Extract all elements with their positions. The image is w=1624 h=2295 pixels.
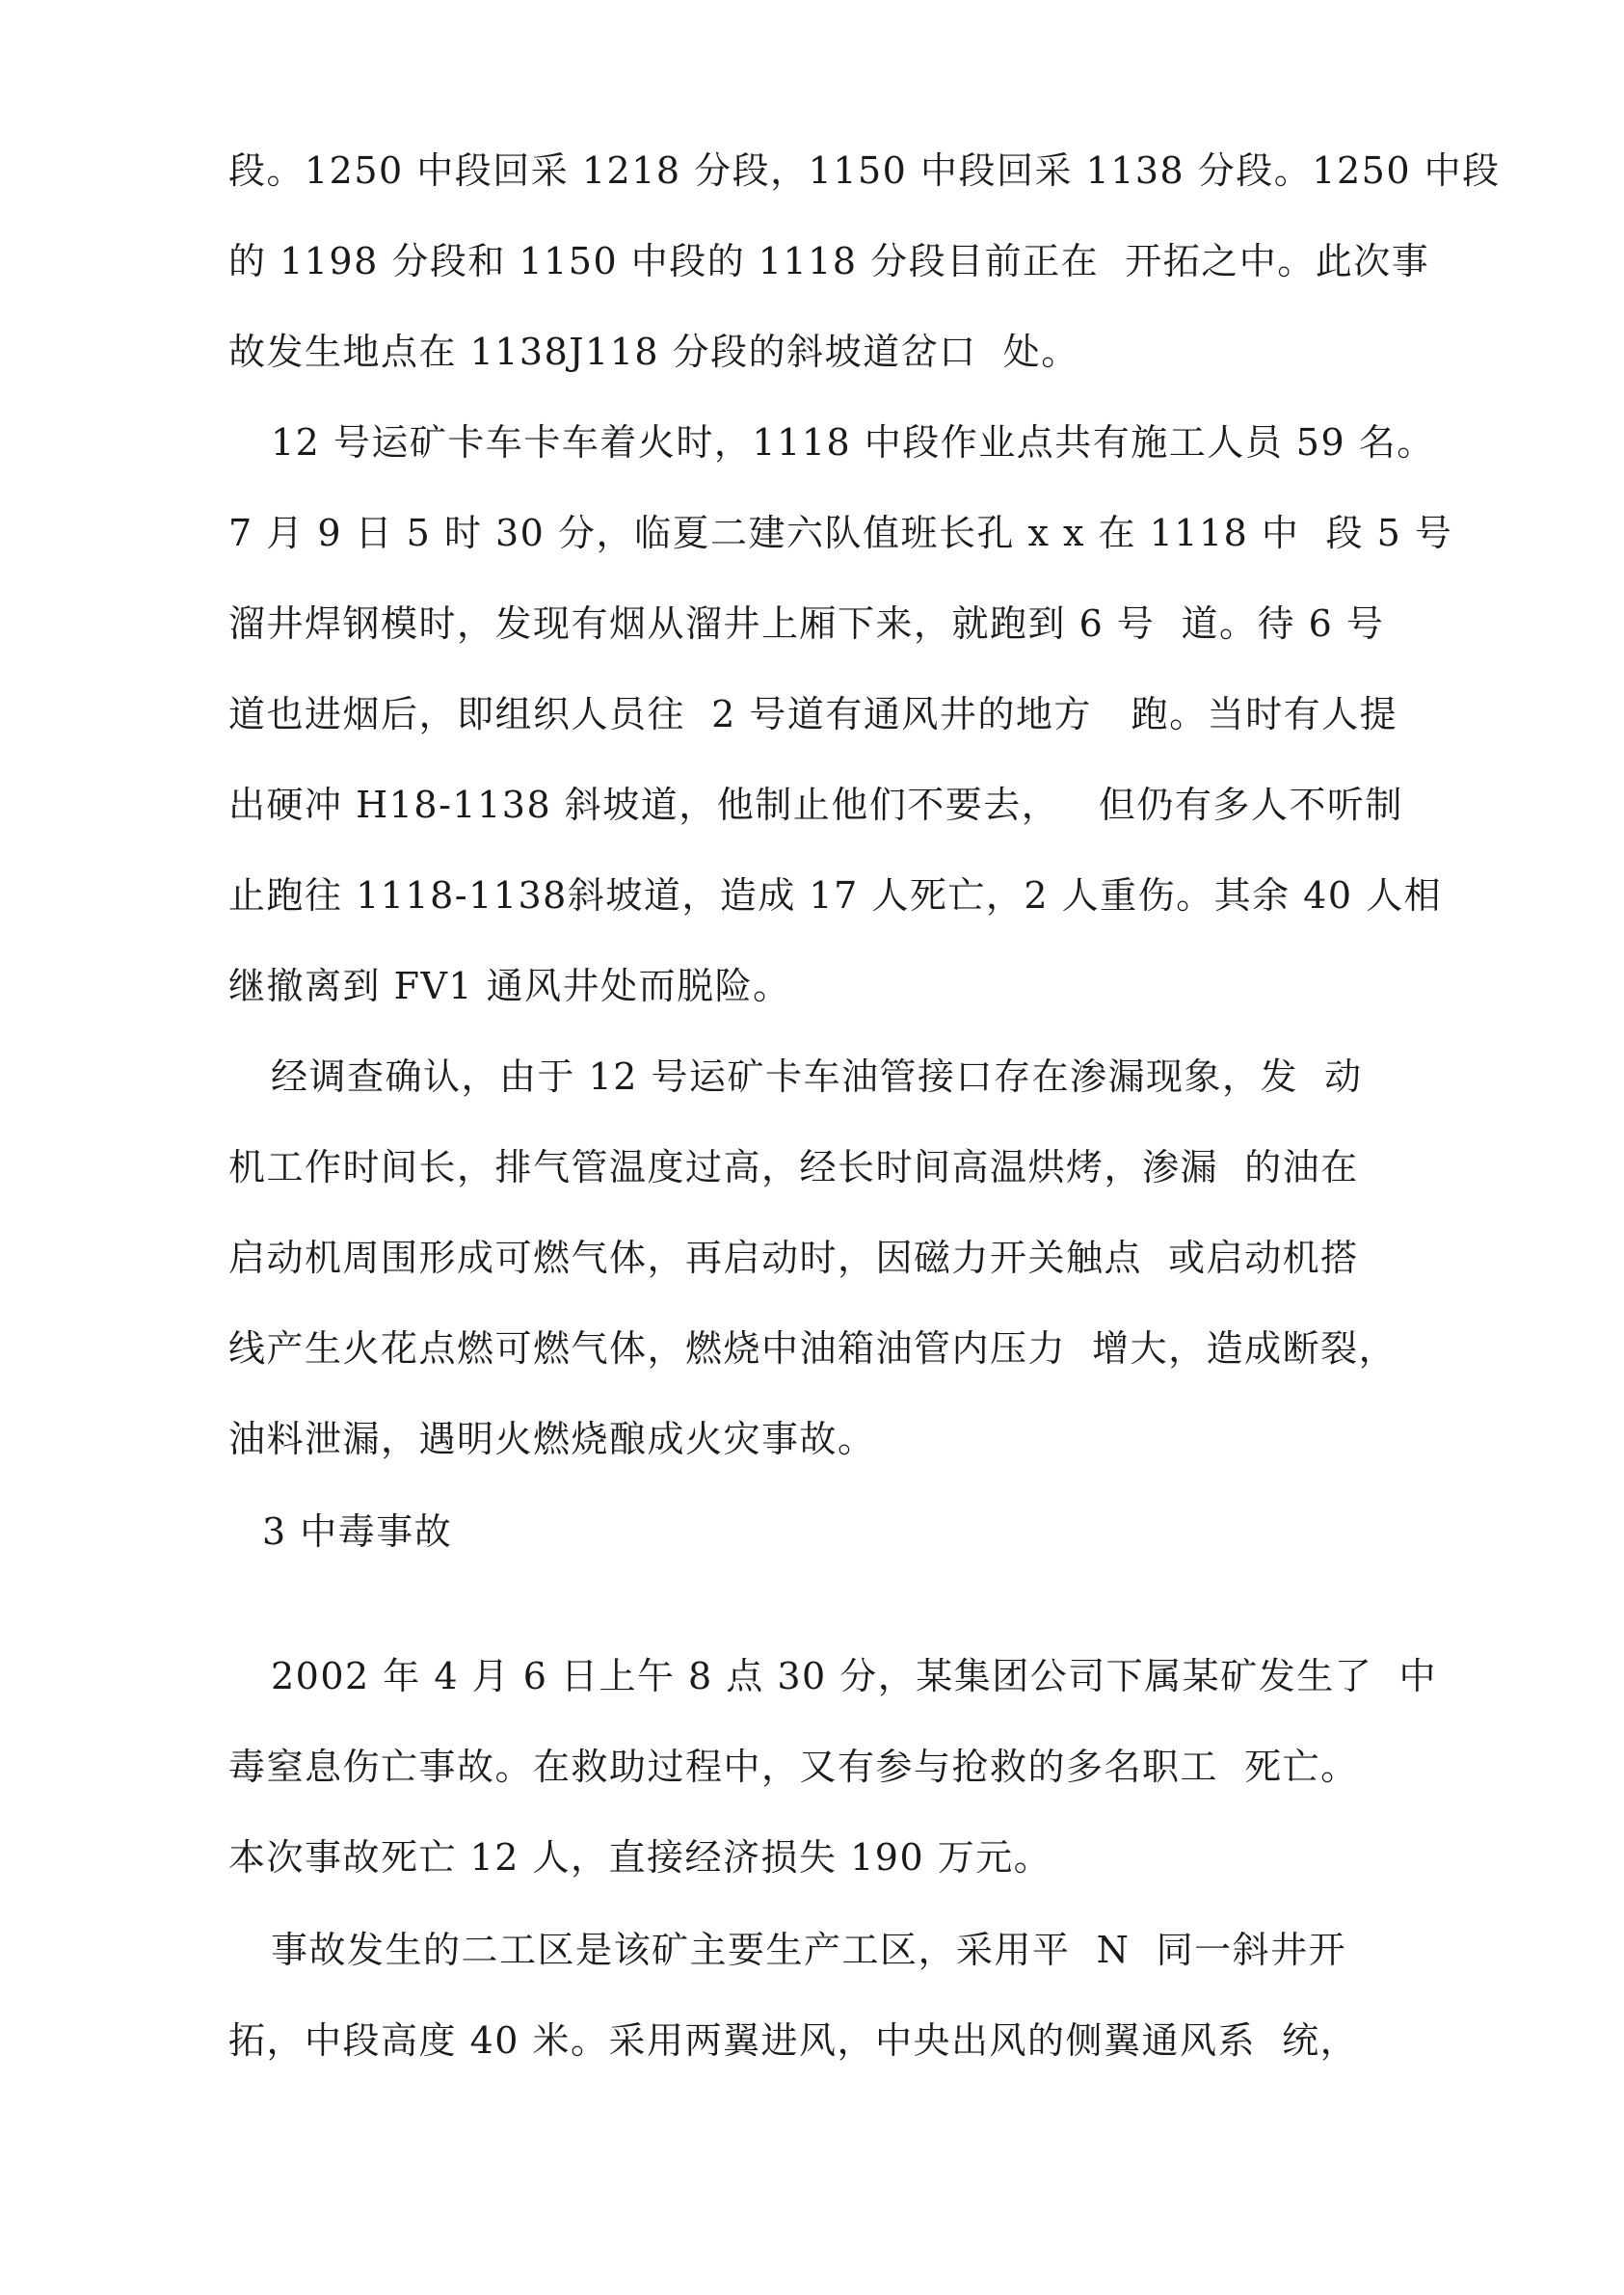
paragraph-1-line-1: 段。1250 中段回采 1218 分段，1150 中段回采 1138 分段。1250 中段 [228,149,1501,192]
paragraph-4-line-3: 本次事故死亡 12 人，直接经济损失 190 万元。 [228,1836,1052,1879]
paragraph-2-line-7: 继撤离到 FV1 通风井处而脱险。 [228,965,791,1007]
paragraph-3-line-5: 油料泄漏，遇明火燃烧酿成火灾事故。 [228,1418,876,1460]
paragraph-3-line-1: 经调查确认，由于 12 号运矿卡车油管接口存在渗漏现象，发 动 [271,1055,1363,1098]
paragraph-3-line-3: 启动机周围形成可燃气体，再启动时，因磁力开关触点 或启动机搭 [228,1237,1359,1279]
section-heading: 3 中毒事故 [262,1510,453,1553]
paragraph-3-line-4: 线产生火花点燃可燃气体，燃烧中油箱油管内压力 增大，造成断裂， [228,1327,1398,1370]
paragraph-5-line-2: 拓，中段高度 40 米。采用两翼进风，中央出风的侧翼通风系 统， [228,2019,1359,2062]
paragraph-2-line-3: 溜井焊钢模时，发现有烟从溜井上厢下来，就跑到 6 号 道。待 6 号 [228,602,1385,645]
paragraph-2-line-1: 12 号运矿卡车卡车着火时，1118 中段作业点共有施工人员 59 名。 [271,421,1435,464]
paragraph-3-line-2: 机工作时间长，排气管温度过高，经长时间高温烘烤，渗漏 的油在 [228,1146,1359,1188]
paragraph-2-line-5: 出硬冲 H18-1138 斜坡道，他制止他们不要去， 但仍有多人不听制 [228,784,1403,826]
paragraph-1-line-2: 的 1198 分段和 1150 中段的 1118 分段目前正在 开拓之中。此次事 [228,240,1430,282]
paragraph-1-line-3: 故发生地点在 1138J118 分段的斜坡道岔口 处。 [228,331,1079,373]
paragraph-4-line-2: 毒窒息伤亡事故。在救助过程中，又有参与抢救的多名职工 死亡。 [228,1746,1359,1788]
paragraph-2-line-4: 道也进烟后，即组织人员往 2 号道有通风井的地方 跑。当时有人提 [228,693,1398,735]
paragraph-2-line-2: 7 月 9 日 5 时 30 分，临夏二建六队值班长孔 x x 在 1118 中 段 5 号 [228,512,1453,554]
paragraph-4-line-1: 2002 年 4 月 6 日上午 8 点 30 分，某集团公司下属某矿发生了 中 [271,1655,1437,1697]
paragraph-2-line-6: 止跑往 1118-1138斜坡道，造成 17 人死亡，2 人重伤。其余 40 人相 [228,874,1443,917]
paragraph-5-line-1: 事故发生的二工区是该矿主要生产工区，采用平 N 同一斜井开 [271,1929,1347,1971]
